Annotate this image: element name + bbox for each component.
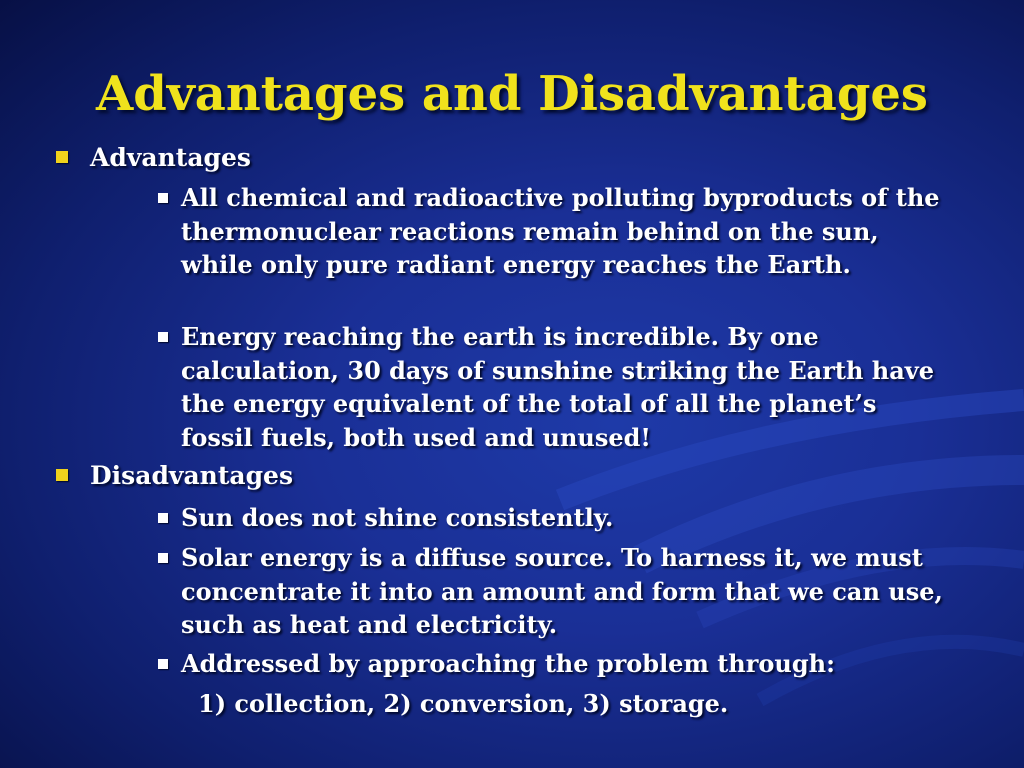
advantage-item-2 [156,320,956,454]
square-bullet-icon [56,469,68,481]
heading-advantages: Advantages [90,143,251,172]
bullet-advantages [56,142,251,174]
disadvantage-item-3-text: Addressed by approaching the problem through: [181,649,835,678]
square-bullet-icon [158,659,168,669]
bullet-disadvantages [56,460,293,492]
square-bullet-icon [56,151,68,163]
square-bullet-icon [158,553,168,563]
square-bullet-icon [158,193,168,203]
disadvantage-item-2 [156,541,956,642]
disadvantage-item-1-text: Sun does not shine consistently. [181,503,614,532]
disadvantage-item-2-text: Solar energy is a diffuse source. To harness it, we must concentrate it into an amount and form that we can use, such as heat and electricity. [181,543,943,639]
disadvantage-item-3 [156,647,956,681]
square-bullet-icon [158,513,168,523]
advantage-item-1-text: All chemical and radioactive polluting byproducts of the thermonuclear reactions remain behind on the sun, while only pure radiant energy reaches the Earth. [181,183,940,279]
slide-title: Advantages and Disadvantages [96,66,928,122]
advantage-item-1 [156,181,956,282]
square-bullet-icon [158,332,168,342]
disadvantage-item-3-continuation: 1) collection, 2) conversion, 3) storage. [198,689,729,718]
disadvantage-item-1 [156,501,956,535]
heading-disadvantages: Disadvantages [90,461,294,490]
advantage-item-2-text: Energy reaching the earth is incredible. By one calculation, 30 days of sunshine striking the Earth have the energy equivalent of the total of all the planet’s fossil fuels, both used and unused! [181,322,934,452]
